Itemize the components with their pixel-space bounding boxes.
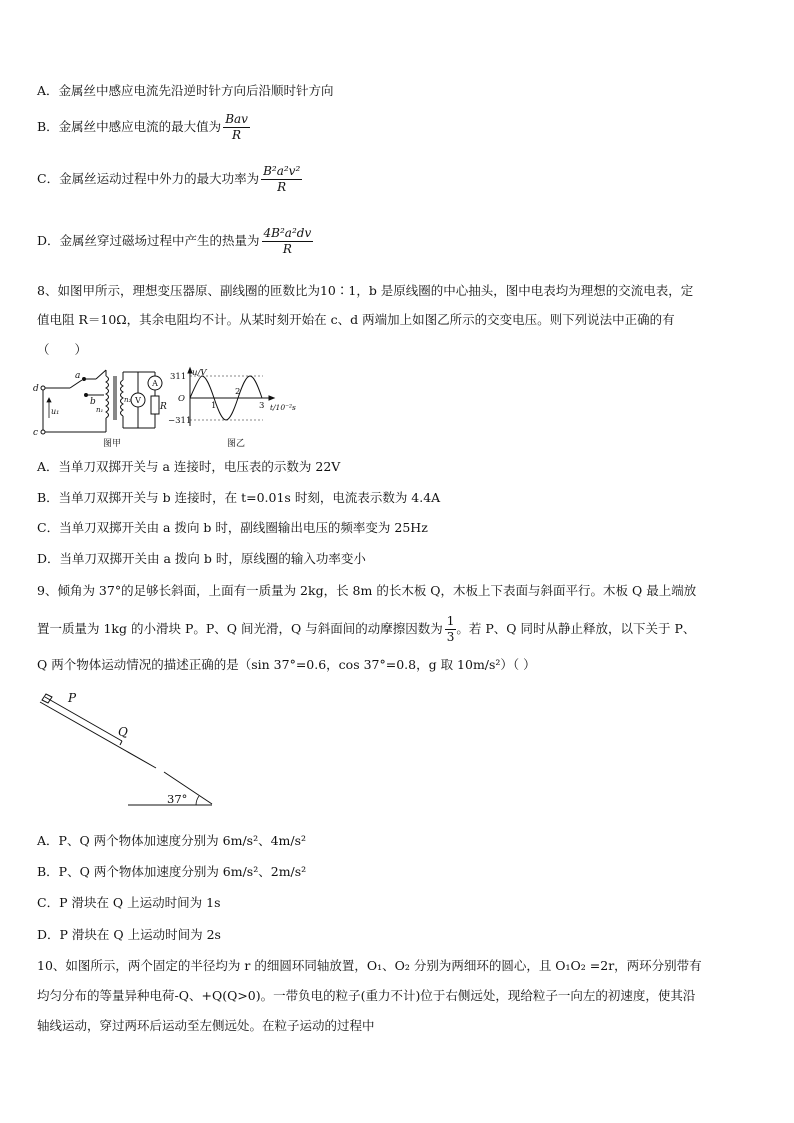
q9-option-b: B．P、Q 两个物体加速度分别为 6m/s²、2m/s²: [37, 864, 307, 879]
ammeter-label: A: [152, 379, 158, 388]
q9-option-c: C．P 滑块在 Q 上运动时间为 1s: [37, 895, 221, 910]
label-d: d: [33, 384, 39, 394]
q10-stem-line-3: 轴线运动，穿过两环后运动至左侧远处。在粒子运动的过程中: [37, 1018, 375, 1033]
fraction-numerator: 1: [446, 614, 455, 628]
label-a: a: [75, 371, 81, 381]
q10-stem-line-1: 10、如图所示，两个固定的半径均为 r 的细圆环同轴放置，O₁、O₂ 分别为两细环的圆心，且 O₁O₂ =2r，两环分别带有: [37, 958, 702, 973]
resistor-R: [151, 396, 159, 414]
q7-option-b-fraction: [223, 112, 250, 143]
q10-stem-line-2: 均匀分布的等量异种电荷-Q、+Q(Q>0)。一带负电的粒子(重力不计)位于右侧远处，现给粒子一向左的初速度，使其沿: [37, 988, 696, 1003]
q8-figure-voltage-graph: [168, 366, 308, 450]
q9-stem-line-2-a: 置一质量为 1kg 的小滑块 P。P、Q 间光滑，Q 与斜面间的动摩擦因数为: [37, 621, 443, 636]
q7-option-d-fraction: [262, 226, 314, 257]
fraction-denominator: R: [232, 128, 242, 142]
q9-stem-line-1: 9、倾角为 37°的足够长斜面，上面有一质量为 2kg，长 8m 的长木板 Q，木板上下表面与斜面平行。木板 Q 最上端放: [37, 583, 697, 598]
q7-option-d-text: D．金属丝穿过磁场过程中产生的热量为: [37, 233, 260, 248]
q7-option-a: A．金属丝中感应电流先沿逆时针方向后沿顺时针方向: [37, 83, 334, 98]
q8-option-d: D．当单刀双掷开关由 a 拨向 b 时，原线圈的输入功率变小: [37, 551, 366, 566]
label-b: b: [90, 397, 96, 407]
label-Q: Q: [118, 725, 128, 739]
figure-a-caption: 图甲: [102, 439, 122, 449]
q7-option-c: [37, 164, 302, 195]
q8-figure-transformer-circuit: [30, 366, 180, 450]
q8-stem-line-3: （ ）: [37, 342, 88, 357]
fraction-numerator: Bav: [225, 112, 248, 126]
friction-coefficient-fraction: [445, 614, 457, 645]
label-R: R: [160, 402, 167, 412]
q9-figure-incline: [36, 684, 218, 810]
x-tick-3: 3: [259, 401, 265, 411]
fraction-numerator: B²a²v²: [263, 164, 301, 178]
q9-option-d: D．P 滑块在 Q 上运动时间为 2s: [37, 927, 221, 942]
q8-option-a: A．当单刀双掷开关与 a 连接时，电压表的示数为 22V: [37, 459, 341, 474]
x-axis-label: t/10⁻²s: [270, 403, 296, 412]
q7-option-b: [37, 112, 250, 143]
y-tick-neg311: −311: [168, 416, 192, 426]
label-P: P: [68, 691, 77, 705]
label-n2: n₂: [124, 396, 132, 404]
label-c: c: [33, 428, 39, 438]
label-u1: u₁: [51, 407, 60, 416]
fraction-denominator: 3: [446, 630, 455, 644]
origin-label: O: [178, 394, 185, 404]
q7-option-c-fraction: [261, 164, 302, 195]
q7-option-c-text: C．金属丝运动过程中外力的最大功率为: [37, 171, 260, 186]
q8-option-b: B．当单刀双掷开关与 b 连接时，在 t=0.01s 时刻，电流表示数为 4.4A: [37, 490, 441, 505]
angle-label: 37°: [167, 792, 188, 806]
y-axis-label: u/V: [192, 368, 207, 378]
label-n1: n₁: [96, 406, 104, 414]
x-tick-1: 1: [211, 401, 217, 411]
fraction-denominator: R: [277, 180, 287, 194]
q7-option-d: [37, 226, 313, 257]
y-tick-311: 311: [170, 372, 187, 382]
q7-option-b-text: B．金属丝中感应电流的最大值为: [37, 119, 222, 134]
figure-b-caption: 图乙: [226, 439, 246, 449]
q9-stem-line-2: [37, 614, 695, 645]
terminal-c: [41, 430, 45, 434]
fraction-denominator: R: [282, 242, 292, 256]
x-tick-2: 2: [235, 387, 241, 397]
q8-option-c: C．当单刀双掷开关由 a 拨向 b 时，副线圈输出电压的频率变为 25Hz: [37, 520, 428, 535]
q8-stem-line-1: 8、如图甲所示，理想变压器原、副线圈的匝数比为10∶1，b 是原线圈的中心抽头，图中电表均为理想的交流电表，定: [37, 283, 694, 298]
q9-stem-line-3: Q 两个物体运动情况的描述正确的是（sin 37°=0.6，cos 37°=0.8，g 取 10m/s²）（ ）: [37, 657, 536, 672]
fraction-numerator: 4B²a²dv: [263, 226, 312, 240]
voltmeter-label: V: [135, 396, 141, 405]
q9-stem-line-2-b: 。若 P、Q 同时从静止释放，以下关于 P、: [456, 621, 696, 636]
q9-option-a: A．P、Q 两个物体加速度分别为 6m/s²、4m/s²: [37, 833, 307, 848]
terminal-d: [41, 386, 45, 390]
q8-stem-line-2: 值电阻 R＝10Ω，其余电阻均不计。从某时刻开始在 c、d 两端加上如图乙所示的交变电压。则下列说法中正确的有: [37, 312, 675, 327]
